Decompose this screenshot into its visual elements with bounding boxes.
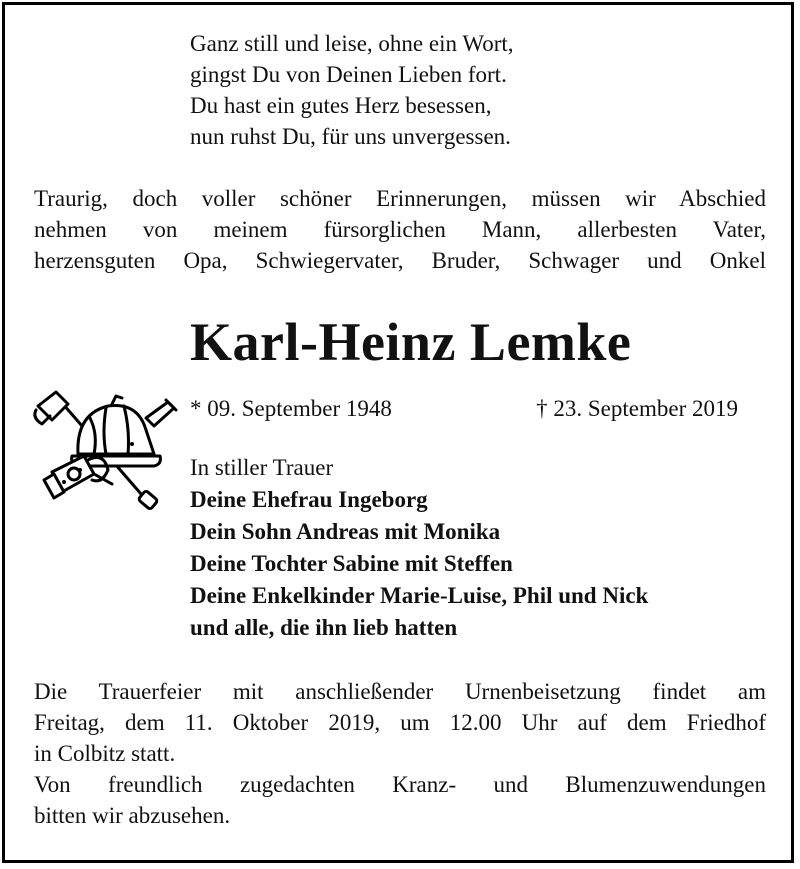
intro-text	[34, 183, 766, 276]
death-date: † 23. September 2019	[536, 396, 738, 421]
funeral-line: bitten wir abzusehen.	[34, 803, 231, 828]
funeral-notice	[34, 676, 766, 831]
mourner-line: Deine Tochter Sabine mit Steffen	[190, 551, 513, 576]
poem-line: Du hast ein gutes Herz besessen,	[190, 93, 492, 118]
life-dates	[190, 394, 738, 424]
mourner-line: Deine Ehefrau Ingeborg	[190, 487, 428, 512]
mourner-line: und alle, die ihn lieb hatten	[190, 615, 458, 640]
funeral-line: Von freundlich zugedachten Kranz- und Blumenzuwendungen	[34, 772, 766, 797]
intro-line: nehmen von meinem fürsorglichen Mann, allerbesten Vater,	[34, 217, 766, 242]
birth-date: * 09. September 1948	[190, 396, 392, 421]
deceased-name: Karl-Heinz Lemke	[190, 312, 632, 372]
mourner-line: Deine Enkelkinder Marie-Luise, Phil und Nick	[190, 583, 649, 608]
poem	[190, 28, 514, 152]
funeral-line: Die Trauerfeier mit anschließender Urnenbeisetzung findet am	[34, 679, 766, 704]
mourners-heading: In stiller Trauer	[190, 455, 334, 480]
mourners	[190, 452, 648, 644]
mourner-line: Dein Sohn Andreas mit Monika	[190, 519, 501, 544]
funeral-line: Freitag, dem 11. Oktober 2019, um 12.00 Uhr auf dem Friedhof	[34, 710, 766, 735]
intro-line: Traurig, doch voller schöner Erinnerungen, müssen wir Abschied	[34, 186, 766, 211]
poem-line: Ganz still und leise, ohne ein Wort,	[190, 31, 514, 56]
intro-line: herzensguten Opa, Schwiegervater, Bruder, Schwager und Onkel	[34, 248, 766, 273]
poem-line: nun ruhst Du, für uns unvergessen.	[190, 124, 511, 149]
funeral-line: in Colbitz statt.	[34, 741, 176, 766]
poem-line: gingst Du von Deinen Lieben fort.	[190, 62, 507, 87]
firefighter-emblem-icon	[28, 384, 180, 518]
